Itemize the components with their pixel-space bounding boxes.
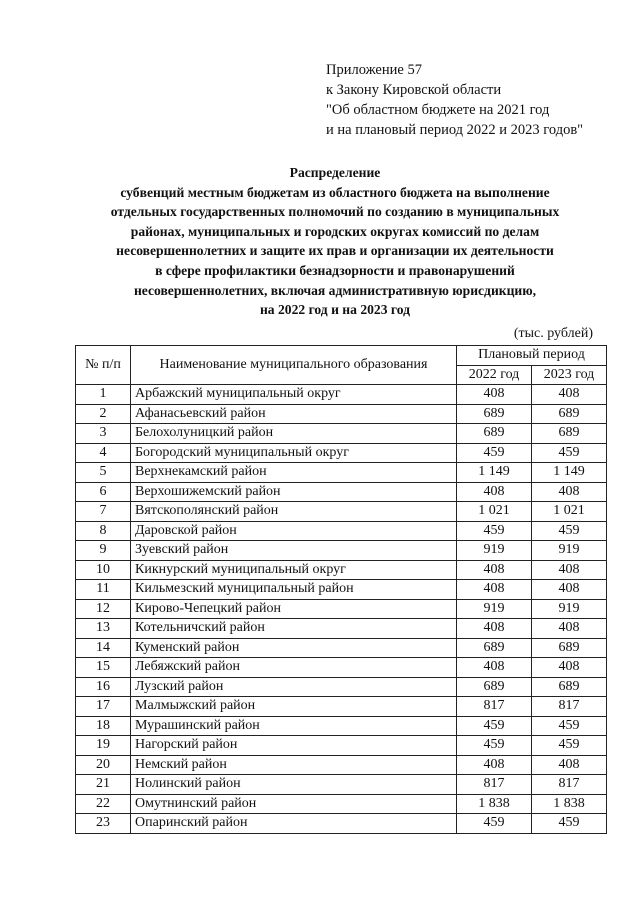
units-label: (тыс. рублей) [513,326,593,341]
row-name: Кирово-Чепецкий район [131,599,457,619]
row-name: Куменский район [131,638,457,658]
row-name: Кикнурский муниципальный округ [131,560,457,580]
row-number: 12 [76,599,131,619]
row-number: 21 [76,775,131,795]
table-row [76,736,607,756]
table-row [76,385,607,405]
row-number: 19 [76,736,131,756]
row-name: Арбажский муниципальный округ [131,385,457,405]
row-number: 1 [76,385,131,405]
title-line: районах, муниципальных и городских округах комиссий по делам [130,223,540,239]
row-value-2023: 408 [532,560,607,580]
appendix-line: Приложение 57 [326,62,422,78]
appendix-line: "Об областном бюджете на 2021 год [326,102,550,118]
header-num: № п/п [76,346,131,385]
appendix-header [326,60,583,140]
row-value-2022: 408 [457,482,532,502]
appendix-line: к Закону Кировской области [326,82,502,98]
row-value-2022: 817 [457,775,532,795]
row-number: 18 [76,716,131,736]
table-row [76,521,607,541]
subvention-table [75,345,607,834]
title-line: Распределение [289,165,381,180]
title-line: несовершеннолетних и защите их прав и организации их деятельности [116,243,554,259]
title-line: отдельных государственных полномочий по созданию в муниципальных [110,204,560,220]
row-name: Опаринский район [131,814,457,834]
row-value-2023: 817 [532,697,607,717]
row-value-2023: 919 [532,599,607,619]
row-number: 4 [76,443,131,463]
row-value-2023: 817 [532,775,607,795]
row-value-2023: 408 [532,619,607,639]
row-number: 8 [76,521,131,541]
row-name: Нолинский район [131,775,457,795]
row-value-2023: 408 [532,385,607,405]
table-row [76,814,607,834]
table-row [76,658,607,678]
row-value-2023: 689 [532,424,607,444]
row-name: Кильмезский муниципальный район [131,580,457,600]
row-name: Малмыжский район [131,697,457,717]
table-body [76,385,607,834]
row-value-2023: 408 [532,755,607,775]
row-number: 2 [76,404,131,424]
row-name: Нагорский район [131,736,457,756]
table-row [76,482,607,502]
table-header-row [76,346,607,366]
table-row [76,502,607,522]
row-value-2023: 408 [532,482,607,502]
title-line: на 2022 год и на 2023 год [259,302,411,318]
table-row [76,619,607,639]
table-row [76,404,607,424]
row-number: 17 [76,697,131,717]
row-value-2022: 459 [457,443,532,463]
row-number: 14 [76,638,131,658]
row-value-2023: 408 [532,580,607,600]
row-value-2022: 689 [457,424,532,444]
row-value-2022: 817 [457,697,532,717]
row-value-2023: 1 838 [532,794,607,814]
table-row [76,463,607,483]
table-row [76,638,607,658]
table-row [76,424,607,444]
row-number: 5 [76,463,131,483]
row-name: Верхошижемский район [131,482,457,502]
header-period: Плановый период [457,346,607,366]
row-number: 7 [76,502,131,522]
row-name: Верхнекамский район [131,463,457,483]
row-number: 11 [76,580,131,600]
row-value-2023: 919 [532,541,607,561]
row-number: 9 [76,541,131,561]
row-name: Афанасьевский район [131,404,457,424]
row-value-2022: 689 [457,638,532,658]
row-value-2022: 408 [457,755,532,775]
row-number: 10 [76,560,131,580]
row-value-2023: 459 [532,736,607,756]
row-value-2022: 408 [457,658,532,678]
row-value-2023: 459 [532,443,607,463]
row-value-2022: 408 [457,619,532,639]
row-name: Лебяжский район [131,658,457,678]
row-value-2023: 1 021 [532,502,607,522]
table-row [76,677,607,697]
table-row [76,716,607,736]
row-value-2022: 459 [457,736,532,756]
header-2022: 2022 год [457,365,532,385]
row-value-2022: 1 149 [457,463,532,483]
row-number: 22 [76,794,131,814]
row-name: Зуевский район [131,541,457,561]
row-value-2023: 459 [532,521,607,541]
row-value-2022: 689 [457,404,532,424]
row-value-2022: 408 [457,385,532,405]
table-row [76,755,607,775]
appendix-line: и на плановый период 2022 и 2023 годов" [326,122,584,138]
row-name: Белохолуницкий район [131,424,457,444]
row-value-2022: 1 021 [457,502,532,522]
row-value-2022: 459 [457,814,532,834]
row-number: 6 [76,482,131,502]
row-number: 16 [76,677,131,697]
row-name: Котельничский район [131,619,457,639]
document-title [60,163,610,320]
row-value-2022: 408 [457,580,532,600]
row-value-2023: 459 [532,814,607,834]
row-value-2023: 1 149 [532,463,607,483]
row-name: Омутнинский район [131,794,457,814]
row-value-2022: 689 [457,677,532,697]
row-number: 23 [76,814,131,834]
row-value-2022: 919 [457,599,532,619]
row-value-2022: 408 [457,560,532,580]
row-number: 3 [76,424,131,444]
row-value-2023: 689 [532,677,607,697]
row-number: 13 [76,619,131,639]
table-row [76,794,607,814]
row-value-2022: 459 [457,716,532,736]
row-value-2022: 919 [457,541,532,561]
row-name: Даровской район [131,521,457,541]
title-line: субвенций местным бюджетам из областного бюджета на выполнение [120,184,550,200]
row-number: 15 [76,658,131,678]
row-value-2023: 459 [532,716,607,736]
row-name: Лузский район [131,677,457,697]
table-row [76,443,607,463]
title-line: в сфере профилактики безнадзорности и правонарушений [155,262,515,278]
row-value-2022: 1 838 [457,794,532,814]
table-row [76,775,607,795]
header-name: Наименование муниципального образования [131,346,457,385]
row-value-2023: 408 [532,658,607,678]
title-line: несовершеннолетних, включая административную юрисдикцию, [133,282,537,298]
table-row [76,541,607,561]
header-2023: 2023 год [532,365,607,385]
row-name: Немский район [131,755,457,775]
table-row [76,599,607,619]
row-value-2022: 459 [457,521,532,541]
row-value-2023: 689 [532,404,607,424]
row-name: Богородский муниципальный округ [131,443,457,463]
row-number: 20 [76,755,131,775]
table-row [76,697,607,717]
table-row [76,560,607,580]
row-name: Вятскополянский район [131,502,457,522]
row-name: Мурашинский район [131,716,457,736]
row-value-2023: 689 [532,638,607,658]
table-row [76,580,607,600]
